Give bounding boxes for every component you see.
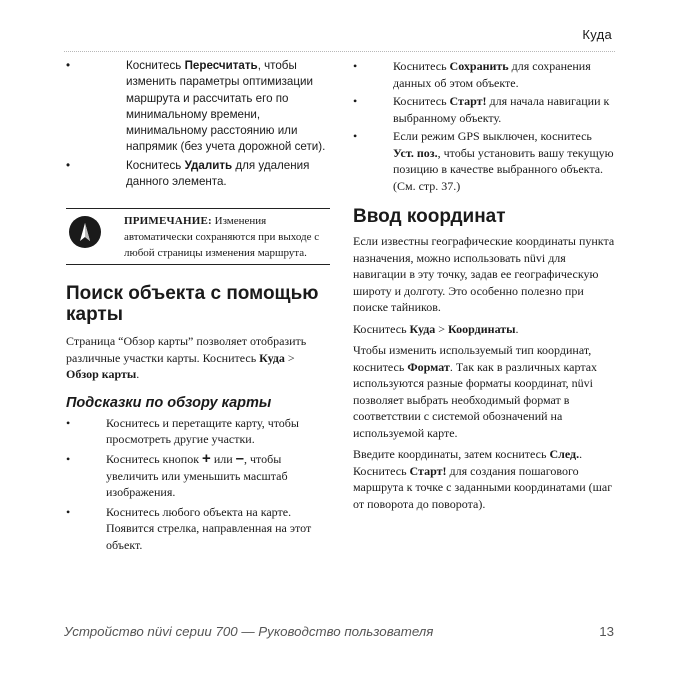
coords-paragraph-2: Коснитесь Куда > Координаты. [353, 321, 519, 336]
map-section-heading: Поиск объекта с помощью карты [66, 283, 319, 326]
footer-title: Устройство nüvi серии 700 — Руководство пользователя [64, 624, 434, 639]
note-text: ПРИМЕЧАНИЕ: Изменения автоматически сохраняются при выходе с любой страницы изменения маршрута. [124, 215, 320, 260]
page-number: 13 [599, 624, 614, 639]
map-section-paragraph: Страница “Обзор карты” позволяет отобразить различные участки карты. Коснитесь Куда > Обзор карты. [66, 334, 307, 382]
list-item: • Коснитесь и перетащите карту, чтобы просмотреть другие участки. [66, 415, 299, 447]
list-item: • Коснитесь кнопок + или –, чтобы увеличить или уменьшить масштаб изображения. [66, 450, 288, 500]
left-column [66, 58, 330, 557]
right-column [353, 58, 615, 512]
coords-paragraph-4: Введите координаты, затем коснитесь След.. Коснитесь Старт! для создания пошагового маршрута к точке с заданными координатами (шаг от поворота до поворота). [353, 447, 613, 511]
list-item: • Коснитесь Старт! для начала навигации к выбранному объекту. [353, 94, 610, 125]
list-item: • Коснитесь Сохранить для сохранения данных об этом объекте. [353, 59, 591, 90]
tips-heading: Подсказки по обзору карты [66, 394, 272, 411]
note-compass-icon [66, 213, 124, 261]
tips-list [66, 415, 330, 554]
note-box [66, 208, 330, 265]
header-divider [64, 51, 615, 52]
list-item: • Если режим GPS выключен, коснитесь Уст. поз., чтобы установить вашу текущую позицию в качестве выбранного объекта. (См. стр. 37.) [353, 129, 614, 193]
list-item: • Коснитесь любого объекта на карте. Появится стрелка, направленная на этот объект. [66, 504, 312, 553]
list-item: • Коснитесь Пересчитать, чтобы изменить параметры оптимизации маршрута и рассчитать его по минимальному времени, минимальному расстоянию или напрямик (без учета дорожной сети). [66, 59, 326, 154]
minus-icon: – [235, 450, 244, 468]
coords-paragraph-1: Если известны географические координаты пункта назначения, можно использовать nüvi для навигации в эту точку, задав ее географическую широту и долготу. Это особенно полезно при поиске тайников. [353, 234, 615, 314]
route-options-list [66, 58, 330, 190]
coords-heading: Ввод координат [353, 206, 506, 227]
section-header: Куда [582, 27, 612, 42]
coords-paragraph-3: Чтобы изменить используемый тип координат, коснитесь Формат. Так как в различных картах используются разные форматы координат, nüvi позволяет выбрать необходимый формат в соответствии с системой обозначений на используемой карте. [353, 343, 598, 440]
object-actions-list [353, 58, 615, 194]
list-item: • Коснитесь Удалить для удаления данного элемента. [66, 158, 310, 189]
plus-icon: + [202, 450, 211, 468]
